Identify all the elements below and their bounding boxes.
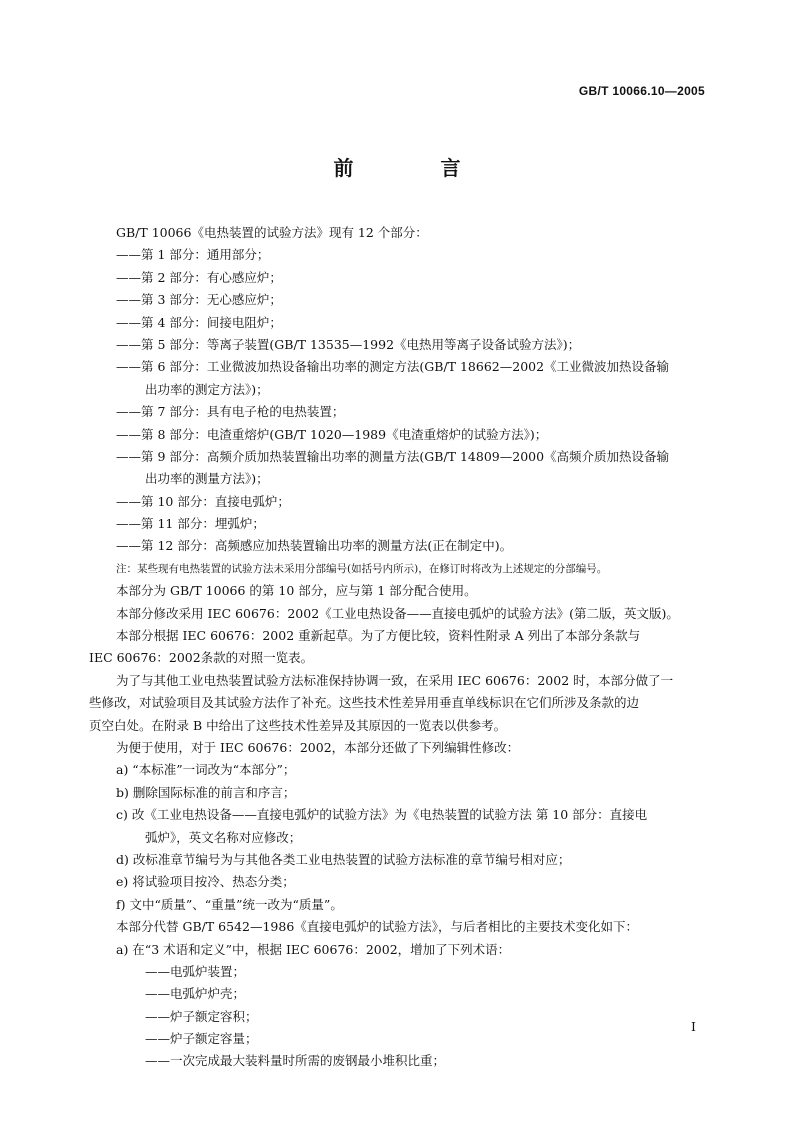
list-item: ——第 9 部分：高频介质加热装置输出功率的测量方法(GB/T 14809—2000《高频介质加热设备输: [116, 448, 670, 464]
list-item: ——第 12 部分：高频感应加热装置输出功率的测量方法(正在制定中)。: [116, 538, 513, 554]
list-item: ——第 4 部分：间接电阻炉；: [116, 314, 282, 330]
page-number: I: [691, 1019, 696, 1034]
list-item: b) 删除国际标准的前言和序言；: [116, 784, 296, 800]
paragraph: 本部分为 GB/T 10066 的第 10 部分，应与第 1 部分配合使用。: [116, 583, 477, 599]
list-item: ——第 8 部分：电渣重熔炉(GB/T 1020—1989《电渣重熔炉的试验方法》)；: [116, 426, 548, 442]
list-item: e) 将试验项目按冷、热态分类；: [116, 874, 295, 890]
list-item: ——第 3 部分：无心感应炉；: [116, 292, 282, 308]
sub-list-item: ——一次完成最大装料量时所需的废钢最小堆积比重；: [145, 1053, 446, 1069]
paragraph-continuation: IEC 60676：2002条款的对照一览表。: [89, 650, 314, 666]
paragraph-continuation: 页空白处。在附录 B 中给出了这些技术性差异及其原因的一览表以供参考。: [89, 717, 507, 733]
paragraph-continuation: 些修改，对试验项目及其试验方法作了补充。这些技术性差异用垂直单线标识在它们所涉及条款的边: [89, 695, 640, 711]
sub-list-item: ——炉子额定容积；: [145, 1008, 258, 1024]
list-item: ——第 2 部分：有心感应炉；: [116, 269, 282, 285]
sub-list-item: ——炉子额定容量；: [145, 1031, 258, 1047]
list-item: ——第 6 部分：工业微波加热设备输出功率的测定方法(GB/T 18662—2002《工业微波加热设备输: [116, 359, 670, 375]
list-item: c) 改《工业电热设备——直接电弧炉的试验方法》为《电热装置的试验方法 第 10 部分：直接电: [116, 807, 648, 823]
list-item: d) 改标准章节编号为与其他各类工业电热装置的试验方法标准的章节编号相对应；: [116, 851, 571, 867]
list-item: ——第 10 部分：直接电弧炉；: [116, 493, 290, 509]
sub-list-item: ——电弧炉炉壳；: [145, 986, 246, 1002]
paragraph: 为便于使用，对于 IEC 60676：2002，本部分还做了下列编辑性修改：: [116, 739, 520, 755]
list-item: ——第 11 部分：埋弧炉；: [116, 516, 265, 532]
paragraph: 本部分修改采用 IEC 60676：2002《工业电热设备——直接电弧炉的试验方法》(第二版，英文版)。: [116, 605, 679, 621]
list-item: f) 文中“质量”、“重量”统一改为“质量”。: [116, 896, 343, 912]
list-item: ——第 7 部分：具有电子枪的电热装置；: [116, 404, 345, 420]
foreword-body: [89, 222, 705, 1073]
paragraph: 本部分根据 IEC 60676：2002 重新起草。为了方便比较，资料性附录 A 列出了本部分条款与: [116, 628, 641, 644]
paragraph: 为了与其他工业电热装置试验方法标准保持协调一致，在采用 IEC 60676：2002 时，本部分做了一: [116, 672, 674, 688]
list-item: ——第 5 部分：等离子装置(GB/T 13535—1992《电热用等离子设备试验方法》)；: [116, 336, 581, 352]
list-item-continuation: 出功率的测定方法》)；: [145, 381, 269, 397]
paragraph: 本部分代替 GB/T 6542—1986《直接电弧炉的试验方法》，与后者相比的主要技术变化如下：: [116, 919, 639, 935]
list-item: ——第 1 部分：通用部分；: [116, 247, 270, 263]
list-item-continuation: 弧炉》，英文名称对应修改；: [145, 829, 302, 845]
list-item: a) 在“3 术语和定义”中，根据 IEC 60676：2002，增加了下列术语：: [116, 941, 511, 957]
list-item: a) “本标准”一词改为“本部分”；: [116, 762, 296, 778]
sub-list-item: ——电弧炉装置；: [145, 963, 246, 979]
standard-code: GB/T 10066.10—2005: [578, 84, 705, 98]
note: 注：某些现有电热装置的试验方法未采用分部编号(如括号内所示)，在修订时将改为上述规定的分部编号。: [116, 562, 608, 575]
page-title: 前 言: [333, 156, 501, 180]
list-item-continuation: 出功率的测量方法》)；: [145, 471, 269, 487]
text-line: GB/T 10066《电热装置的试验方法》现有 12 个部分：: [116, 225, 428, 240]
